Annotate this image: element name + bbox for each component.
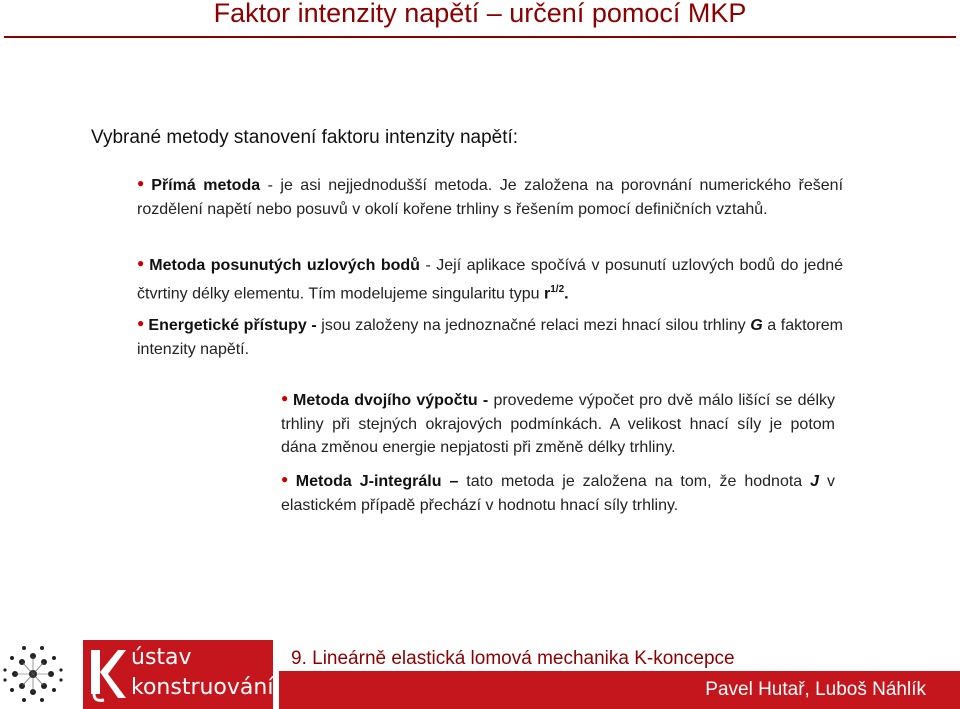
- crystal-lattice-icon: [0, 640, 66, 709]
- bullet-icon: ●: [137, 256, 146, 270]
- item-end: .: [564, 285, 569, 303]
- authors: Pavel Hutař, Luboš Náhlík: [705, 679, 926, 700]
- logo-text-line2: konstruování: [131, 675, 274, 700]
- item-text: - Její aplikace spočívá v posunutí uzlových bodů do jedné čtvrtiny délky elementu. Tím modelujeme singularitu typu: [137, 257, 844, 303]
- uk-logo-icon: [88, 646, 126, 702]
- bullet-icon: ●: [137, 176, 148, 190]
- slide-title: Faktor intenzity napětí – určení pomocí MKP: [213, 0, 747, 28]
- item-text: - je asi nejjednodušší metoda. Je založena na porovnání numerického řešení rozdělení napětí nebo posuvů v okolí kořene trhliny s řešením pomocí definičních vztahů.: [137, 177, 844, 218]
- logo-text-line1: ústav: [131, 645, 192, 670]
- item-text-continued: v elastickém případě přechází v hodnotu hnací síly trhliny.: [281, 473, 835, 514]
- item-text: tato metoda je založena na tom, že hodnota: [458, 473, 811, 490]
- list-item: [281, 389, 835, 459]
- item-text-continued: a faktorem intenzity napětí.: [137, 317, 844, 358]
- title-divider: [4, 36, 956, 38]
- item-symbol: J: [810, 473, 820, 490]
- list-item: [281, 470, 835, 517]
- item-symbol: G: [750, 317, 763, 334]
- item-text: provedeme výpočet pro dvě málo lišící se délky trhliny při stejných okrajových podmínkách. A velikost hnací síly je potom dána změnou energie nepjatosti při změně délky trhliny.: [281, 392, 836, 456]
- item-heading: Energetické přístupy -: [148, 317, 317, 334]
- item-heading: Přímá metoda: [151, 177, 261, 194]
- item-heading: Metoda dvojího výpočtu -: [293, 392, 489, 409]
- institute-logo: [83, 640, 273, 709]
- bullet-icon: ●: [281, 391, 290, 405]
- item-symbol: r: [544, 285, 551, 303]
- list-item: [137, 174, 843, 221]
- item-heading: Metoda posunutých uzlových bodů: [149, 257, 420, 274]
- list-item: [137, 314, 843, 361]
- bullet-icon: ●: [281, 472, 292, 486]
- list-item: [137, 254, 843, 305]
- course-title: 9. Lineárně elastická lomová mechanika K-koncepce: [291, 648, 735, 669]
- item-heading: Metoda J-integrálu –: [295, 473, 459, 490]
- bullet-icon: ●: [137, 316, 145, 330]
- item-text: jsou založeny na jednoznačné relaci mezi hnací silou trhliny: [316, 317, 751, 334]
- item-exponent: 1/2: [550, 284, 565, 295]
- intro-text: Vybrané metody stanovení faktoru intenzity napětí:: [91, 127, 519, 148]
